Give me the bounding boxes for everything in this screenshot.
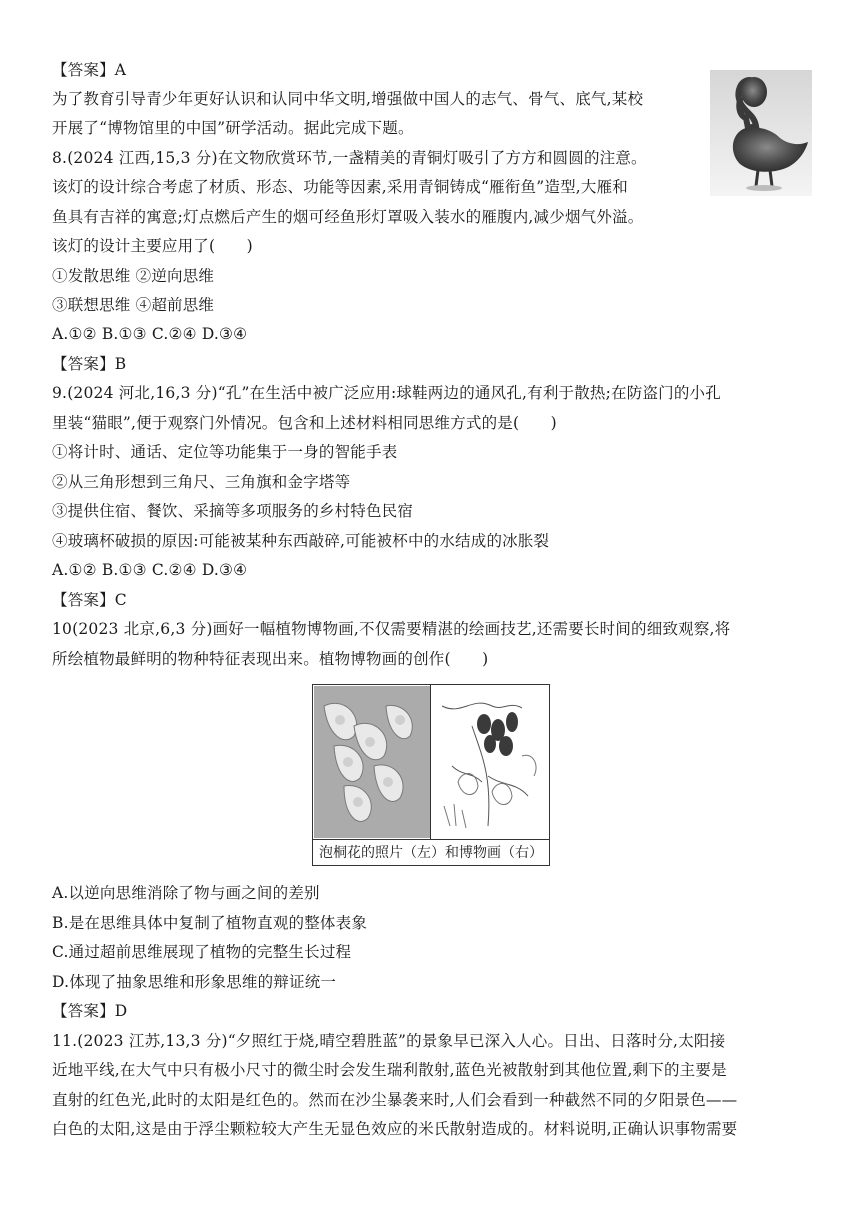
question-11-text: 直射的红色光,此时的太阳是红色的。然而在沙尘暴袭来时,人们会看到一种截然不同的夕阳景色—— <box>52 1091 738 1109</box>
figure-caption: 泡桐花的照片（左）和博物画（右） <box>313 839 549 866</box>
question-9-statement-1: ①将计时、通话、定位等功能集于一身的智能手表 <box>52 443 398 461</box>
passage-intro-line-1: 为了教育引导青少年更好认识和认同中华文明,增强做中国人的志气、骨气、底气,某校 <box>52 90 644 108</box>
answer-line-8: 【答案】B <box>52 355 127 373</box>
question-11-text: 近地平线,在大气中只有极小尺寸的微尘时会发生瑞利散射,蓝色光被散射到其他位置,剩下的主要是 <box>52 1061 727 1079</box>
passage-intro-line-2: 开展了“博物馆里的中国”研学活动。据此完成下题。 <box>52 119 414 137</box>
question-8-statements: ①发散思维 ②逆向思维 <box>52 267 215 285</box>
paulownia-photo-image <box>314 686 430 838</box>
question-11-stem: 11.(2023 江苏,13,3 分)“夕照红于烧,晴空碧胜蓝”的景象早已深入人心。日出、日落时分,太阳接 <box>52 1032 726 1050</box>
question-10-option-b: B.是在思维具体中复制了植物直观的整体表象 <box>52 914 368 932</box>
question-9-options: A.①② B.①③ C.②④ D.③④ <box>52 561 248 579</box>
question-9-prompt: 里装“猫眼”,便于观察门外情况。包含和上述材料相同思维方式的是( ) <box>52 414 557 432</box>
paulownia-figure <box>312 684 550 866</box>
question-10-option-a: A.以逆向思维消除了物与画之间的差别 <box>52 884 320 902</box>
question-10-prompt: 所绘植物最鲜明的物种特征表现出来。植物博物画的创作( ) <box>52 650 489 668</box>
paulownia-illustration-image <box>432 686 548 838</box>
question-8-prompt: 该灯的设计主要应用了( ) <box>52 237 253 255</box>
question-10-option-c: C.通过超前思维展现了植物的完整生长过程 <box>52 943 352 961</box>
bronze-goose-lamp-image <box>710 70 812 196</box>
question-11-text: 白色的太阳,这是由于浮尘颗粒较大产生无显色效应的米氏散射造成的。材料说明,正确认识事物需要 <box>52 1120 738 1138</box>
question-10-option-d: D.体现了抽象思维和形象思维的辩证统一 <box>52 973 337 991</box>
question-10-stem: 10(2023 北京,6,3 分)画好一幅植物博物画,不仅需要精湛的绘画技艺,还需要长时间的细致观察,将 <box>52 620 731 638</box>
answer-line-10: 【答案】D <box>52 1002 128 1020</box>
question-8-stem: 8.(2024 江西,15,3 分)在文物欣赏环节,一盏精美的青铜灯吸引了方方和圆圆的注意。 <box>52 149 647 167</box>
question-8-statements: ③联想思维 ④超前思维 <box>52 296 215 314</box>
question-9-statement-2: ②从三角形想到三角尺、三角旗和金字塔等 <box>52 473 351 491</box>
question-8-text: 鱼具有吉祥的寓意;灯点燃后产生的烟可经鱼形灯罩吸入装水的雁腹内,减少烟气外溢。 <box>52 208 644 226</box>
figure-divider <box>430 685 431 839</box>
answer-line-9: 【答案】C <box>52 591 127 609</box>
question-8-text: 该灯的设计综合考虑了材质、形态、功能等因素,采用青铜铸成“雁衔鱼”造型,大雁和 <box>52 178 629 196</box>
question-8-options: A.①② B.①③ C.②④ D.③④ <box>52 325 248 343</box>
question-9-statement-4: ④玻璃杯破损的原因:可能被某种东西敲碎,可能被杯中的水结成的冰胀裂 <box>52 532 550 550</box>
question-9-statement-3: ③提供住宿、餐饮、采摘等多项服务的乡村特色民宿 <box>52 502 414 520</box>
answer-line-7: 【答案】A <box>52 61 127 79</box>
question-9-stem: 9.(2024 河北,16,3 分)“孔”在生活中被广泛应用:球鞋两边的通风孔,有利于散热;在防盗门的小孔 <box>52 384 721 402</box>
